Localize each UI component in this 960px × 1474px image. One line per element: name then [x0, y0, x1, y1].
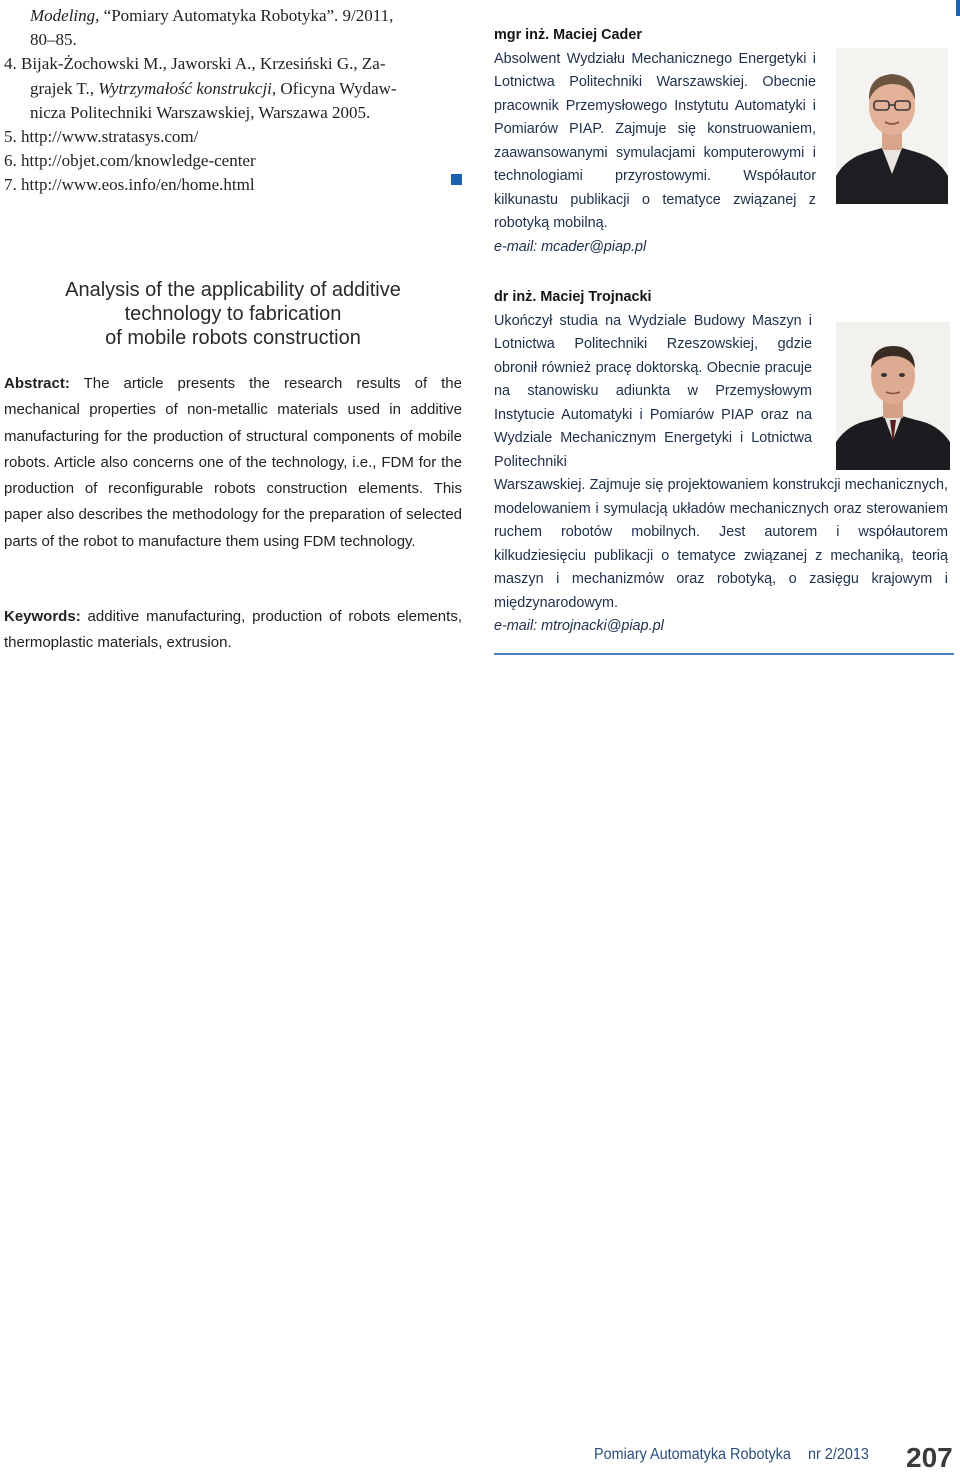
author-bio-trojnacki	[494, 286, 818, 474]
portrait-image	[836, 322, 950, 470]
reference-5: 5. http://www.stratasys.com/	[4, 127, 199, 147]
author-bio-cader	[494, 24, 816, 259]
author-bio-text-part1: Ukończył studia na Wydziale Budowy Maszyn i Lotnictwa Politechniki Rzeszowskiej, gdzie obronił również pracę doktorską. Obecnie pracuje na stanowisku adiunkta w Przemysłowym Instytucie Automatyki i Pomiarów PIAP oraz na Wydziale Mechanicznym Energetyki i Lotnictwa Politechniki	[494, 312, 812, 470]
author-name: mgr inż. Maciej Cader	[494, 27, 642, 43]
title-line-3: of mobile robots construction	[105, 327, 361, 349]
abstract-text: The article presents the research results of the mechanical properties of non-metallic materials used in additive manufacturing for the production of structural components of mobile robots. Article also concerns one of the technology, i.e., FDM for the production of reconfigurable robots construction elements. This paper also describes the methodology for the preparation of selected parts of the robot to manufacture them using FDM technology.	[4, 375, 462, 550]
abstract	[4, 371, 462, 555]
footer-journal-name: Pomiary Automatyka Robotyka	[594, 1446, 791, 1463]
abstract-label: Abstract:	[4, 375, 70, 392]
reference-3-tail-pages: 80–85.	[30, 30, 77, 50]
page-number: 207	[906, 1442, 953, 1473]
author-bio-text-part2: Warszawskiej. Zajmuje się projektowaniem konstrukcji mechanicznych, modelowaniem i symulacją układów mechanicznych oraz sterowaniem ruchem robotów mobilnych. Jest autorem i współautorem kilkudziesięciu publikacji o tematyce związanej z mechaniką, teorią maszyn i mechanizmów oraz robotyką, o zasięgu krajowym i międzynarodowym.	[494, 477, 948, 611]
footer-issue: nr 2/2013	[808, 1446, 869, 1463]
reference-4-line2: grajek T., Wytrzymałość konstrukcji, Oficyna Wydaw-	[30, 78, 397, 98]
reference-6: 6. http://objet.com/knowledge-center	[4, 151, 256, 171]
reference-list	[4, 4, 462, 198]
author-photo-trojnacki	[836, 322, 950, 470]
reference-3-tail: Modeling, “Pomiary Automatyka Robotyka”. 9/2011,	[30, 6, 394, 25]
keywords	[4, 604, 462, 657]
english-title	[4, 278, 462, 350]
end-of-article-mark	[451, 174, 462, 185]
author-photo-cader	[836, 48, 948, 204]
reference-4-line3: nicza Politechniki Warszawskiej, Warszawa 2005.	[30, 102, 371, 122]
title-line-1: Analysis of the applicability of additive	[65, 279, 401, 301]
reference-7: 7. http://www.eos.info/en/home.html	[4, 175, 255, 195]
author-email: e-mail: mtrojnacki@piap.pl	[494, 618, 664, 634]
author-bio-trojnacki-continued	[494, 474, 948, 639]
section-divider	[494, 653, 954, 655]
corner-accent	[956, 0, 960, 16]
reference-4: 4. Bijak-Żochowski M., Jaworski A., Krzesiński G., Za-	[4, 54, 386, 74]
author-name: dr inż. Maciej Trojnacki	[494, 289, 652, 305]
keywords-label: Keywords:	[4, 608, 81, 625]
author-bio-text: Absolwent Wydziału Mechanicznego Energetyki i Lotnictwa Politechniki Warszawskiej. Obecnie pracownik Przemysłowego Instytutu Automatyki i Pomiarów PIAP. Zajmuje się konstruowaniem, zaawansowanymi symulacjami komputerowymi i technologiami przyrostowymi. Współautor kilkunastu publikacji o tematyce związanej z robotyką mobilną.	[494, 50, 816, 231]
keywords-text: additive manufacturing, production of robots elements, thermoplastic materials, extrusion.	[4, 608, 462, 652]
title-line-2: technology to fabrication	[124, 303, 342, 325]
author-email: e-mail: mcader@piap.pl	[494, 238, 647, 255]
portrait-image	[836, 48, 948, 204]
